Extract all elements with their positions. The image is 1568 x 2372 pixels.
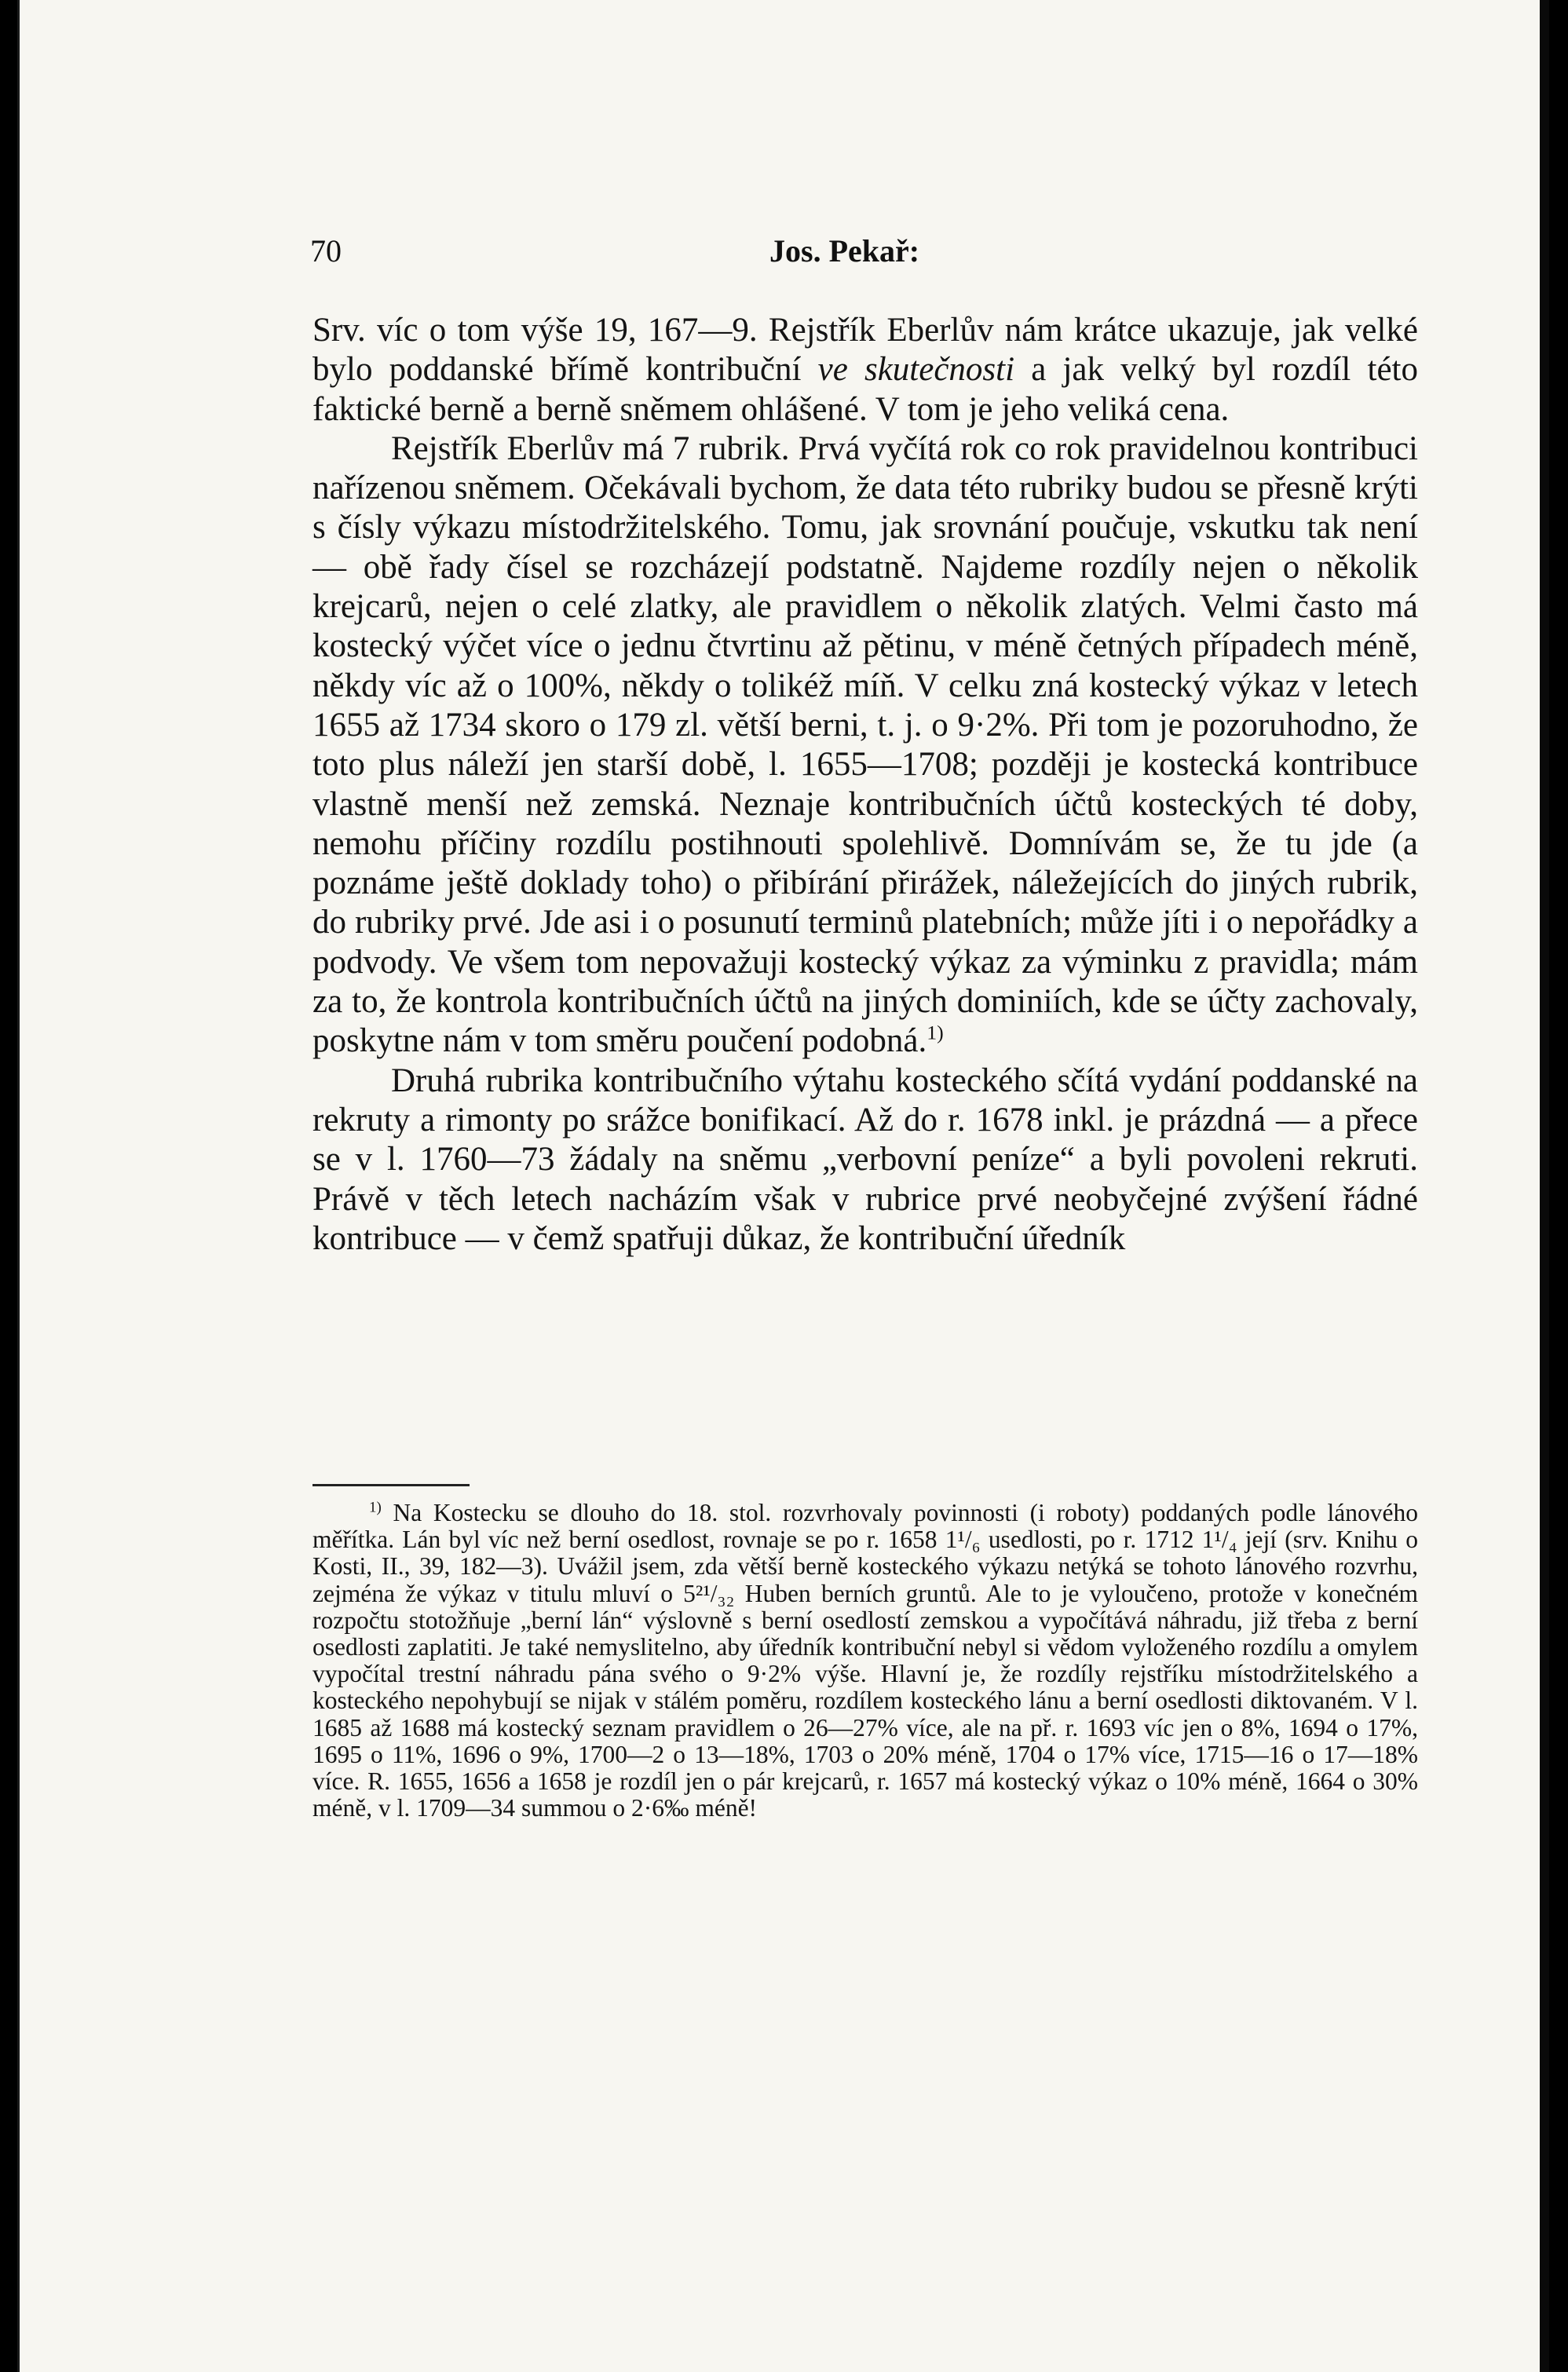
footnote (313, 1500, 1418, 1822)
page-number: 70 (310, 233, 342, 269)
footnote-text: Na Kostecku se dlouho do 18. stol. rozvrhovaly povinnosti (i roboty) poddaných podle lánového měřítka. Lán byl víc než berní osedlost, rovnaje se po r. 1658 1¹/₆ usedlosti, po r. 1712 1¹/₄ její (srv. Knihu o Kosti, II., 39, 182—3). Uvážil jsem, zda větší berně kosteckého výkazu netýká se tohoto lánového rozvrhu, zejména že výkaz v titulu mluví o 5²¹/₃₂ Huben berních gruntů. Ale to je vyloučeno, protože v konečném rozpočtu stotožňuje „berní lán“ výslovně s berní osedlostí zemskou a vypočítává náhradu, již třeba z berní osedlosti zaplatiti. Je také nemyslitelno, aby úředník kontribuční nebyl si vědom vyloženého rozdílu a omylem vypočítal trestní náhradu pána svého o 9·2% výše. Hlavní je, že rozdíly rejstříku místodržitelského a kosteckého nepohybují se nijak v stálém poměru, rozdílem kosteckého lánu a berní osedlosti diktovaném. V l. 1685 až 1688 má kostecký seznam pravidlem o 26—27% více, ale na př. r. 1693 víc jen o 8%, 1694 o 17%, 1695 o 11%, 1696 o 9%, 1700—2 o 13—18%, 1703 o 20% méně, 1704 o 17% více, 1715—16 o 17—18% více. R. 1655, 1656 a 1658 je rozdíl jen o pár krejcarů, r. 1657 má kostecký výkaz o 10% méně, 1664 o 30% méně, v l. 1709—34 summou o 2·6‰ méně! (313, 1499, 1418, 1822)
paragraph-2-text: Rejstřík Eberlův má 7 rubrik. Prvá vyčítá rok co rok pravidelnou kontribuci nařízenou sněmem. Očekávali bychom, že data této rubriky budou se přesně krýti s čísly výkazu místodržitelského. Tomu, jak srovnání poučuje, vskutku tak není — obě řady čísel se rozcházejí podstatně. Najdeme rozdíly nejen o několik krejcarů, nejen o celé zlatky, ale pravidlem o několik zlatých. Velmi často má kostecký výčet více o jednu čtvrtinu až pětinu, v méně četných případech méně, někdy víc až o 100%, někdy o tolikéž míň. V celku zná kostecký výkaz v letech 1655 až 1734 skoro o 179 zl. větší berni, t. j. o 9·2%. Při tom je pozoruhodno, že toto plus náleží jen starší době, l. 1655—1708; později je kostecká kontribuce vlastně menší než zemská. Neznaje kontribučních účtů kosteckých té doby, nemohu příčiny rozdílu postihnouti spolehlivě. Domnívám se, že tu jde (a poznáme ještě doklady toho) o přibírání přirážek, náležejících do jiných rubrik, do rubriky prvé. Jde asi i o posunutí terminů platebních; může jíti i o nepořádky a podvody. Ve všem tom nepovažuji kostecký výkaz za výminku z pravidla; mám za to, že kontrola kontribučních účtů na jiných dominiích, kde se účty zachovaly, poskytne nám v tom směru poučení podobná. (313, 429, 1418, 1060)
paragraph-1 (313, 311, 1418, 429)
paragraph-3-text: Druhá rubrika kontribučního výtahu kosteckého sčítá vydání poddanské na rekruty a rimonty po srážce bonifikací. Až do r. 1678 inkl. je prázdná — a přece se v l. 1760—73 žádaly na sněmu „verbovní peníze“ a byli povoleni rekruti. Právě v těch letech nacházím však v rubrice prvé neobyčejné zvýšení řádné kontribuce — v čemž spatřuji důkaz, že kontribuční úředník (313, 1062, 1418, 1257)
paragraph-1-italic: ve skutečnosti (817, 351, 1015, 389)
footnote-marker: 1) (369, 1499, 382, 1516)
paragraph-1-end: a jak velký byl rozdíl této faktické berně a berně sněmem ohlášené. V tom je jeho veliká cena. (313, 351, 1418, 428)
running-head: Jos. Pekař: (769, 233, 920, 269)
footnote-divider (313, 1484, 470, 1486)
page-header (310, 232, 1421, 280)
main-text (313, 311, 1418, 1259)
footnote-paragraph (313, 1500, 1418, 1822)
paragraph-1-start: Srv. víc o tom výše 19, 167—9. Rejstřík Eberlův nám krátce ukazuje, jak velké bylo poddanské břímě kontribuční (313, 312, 1418, 389)
paragraph-2 (313, 429, 1418, 1062)
scan-edge (1540, 0, 1549, 2372)
footnote-reference: 1) (927, 1022, 944, 1045)
paragraph-3 (313, 1062, 1418, 1259)
